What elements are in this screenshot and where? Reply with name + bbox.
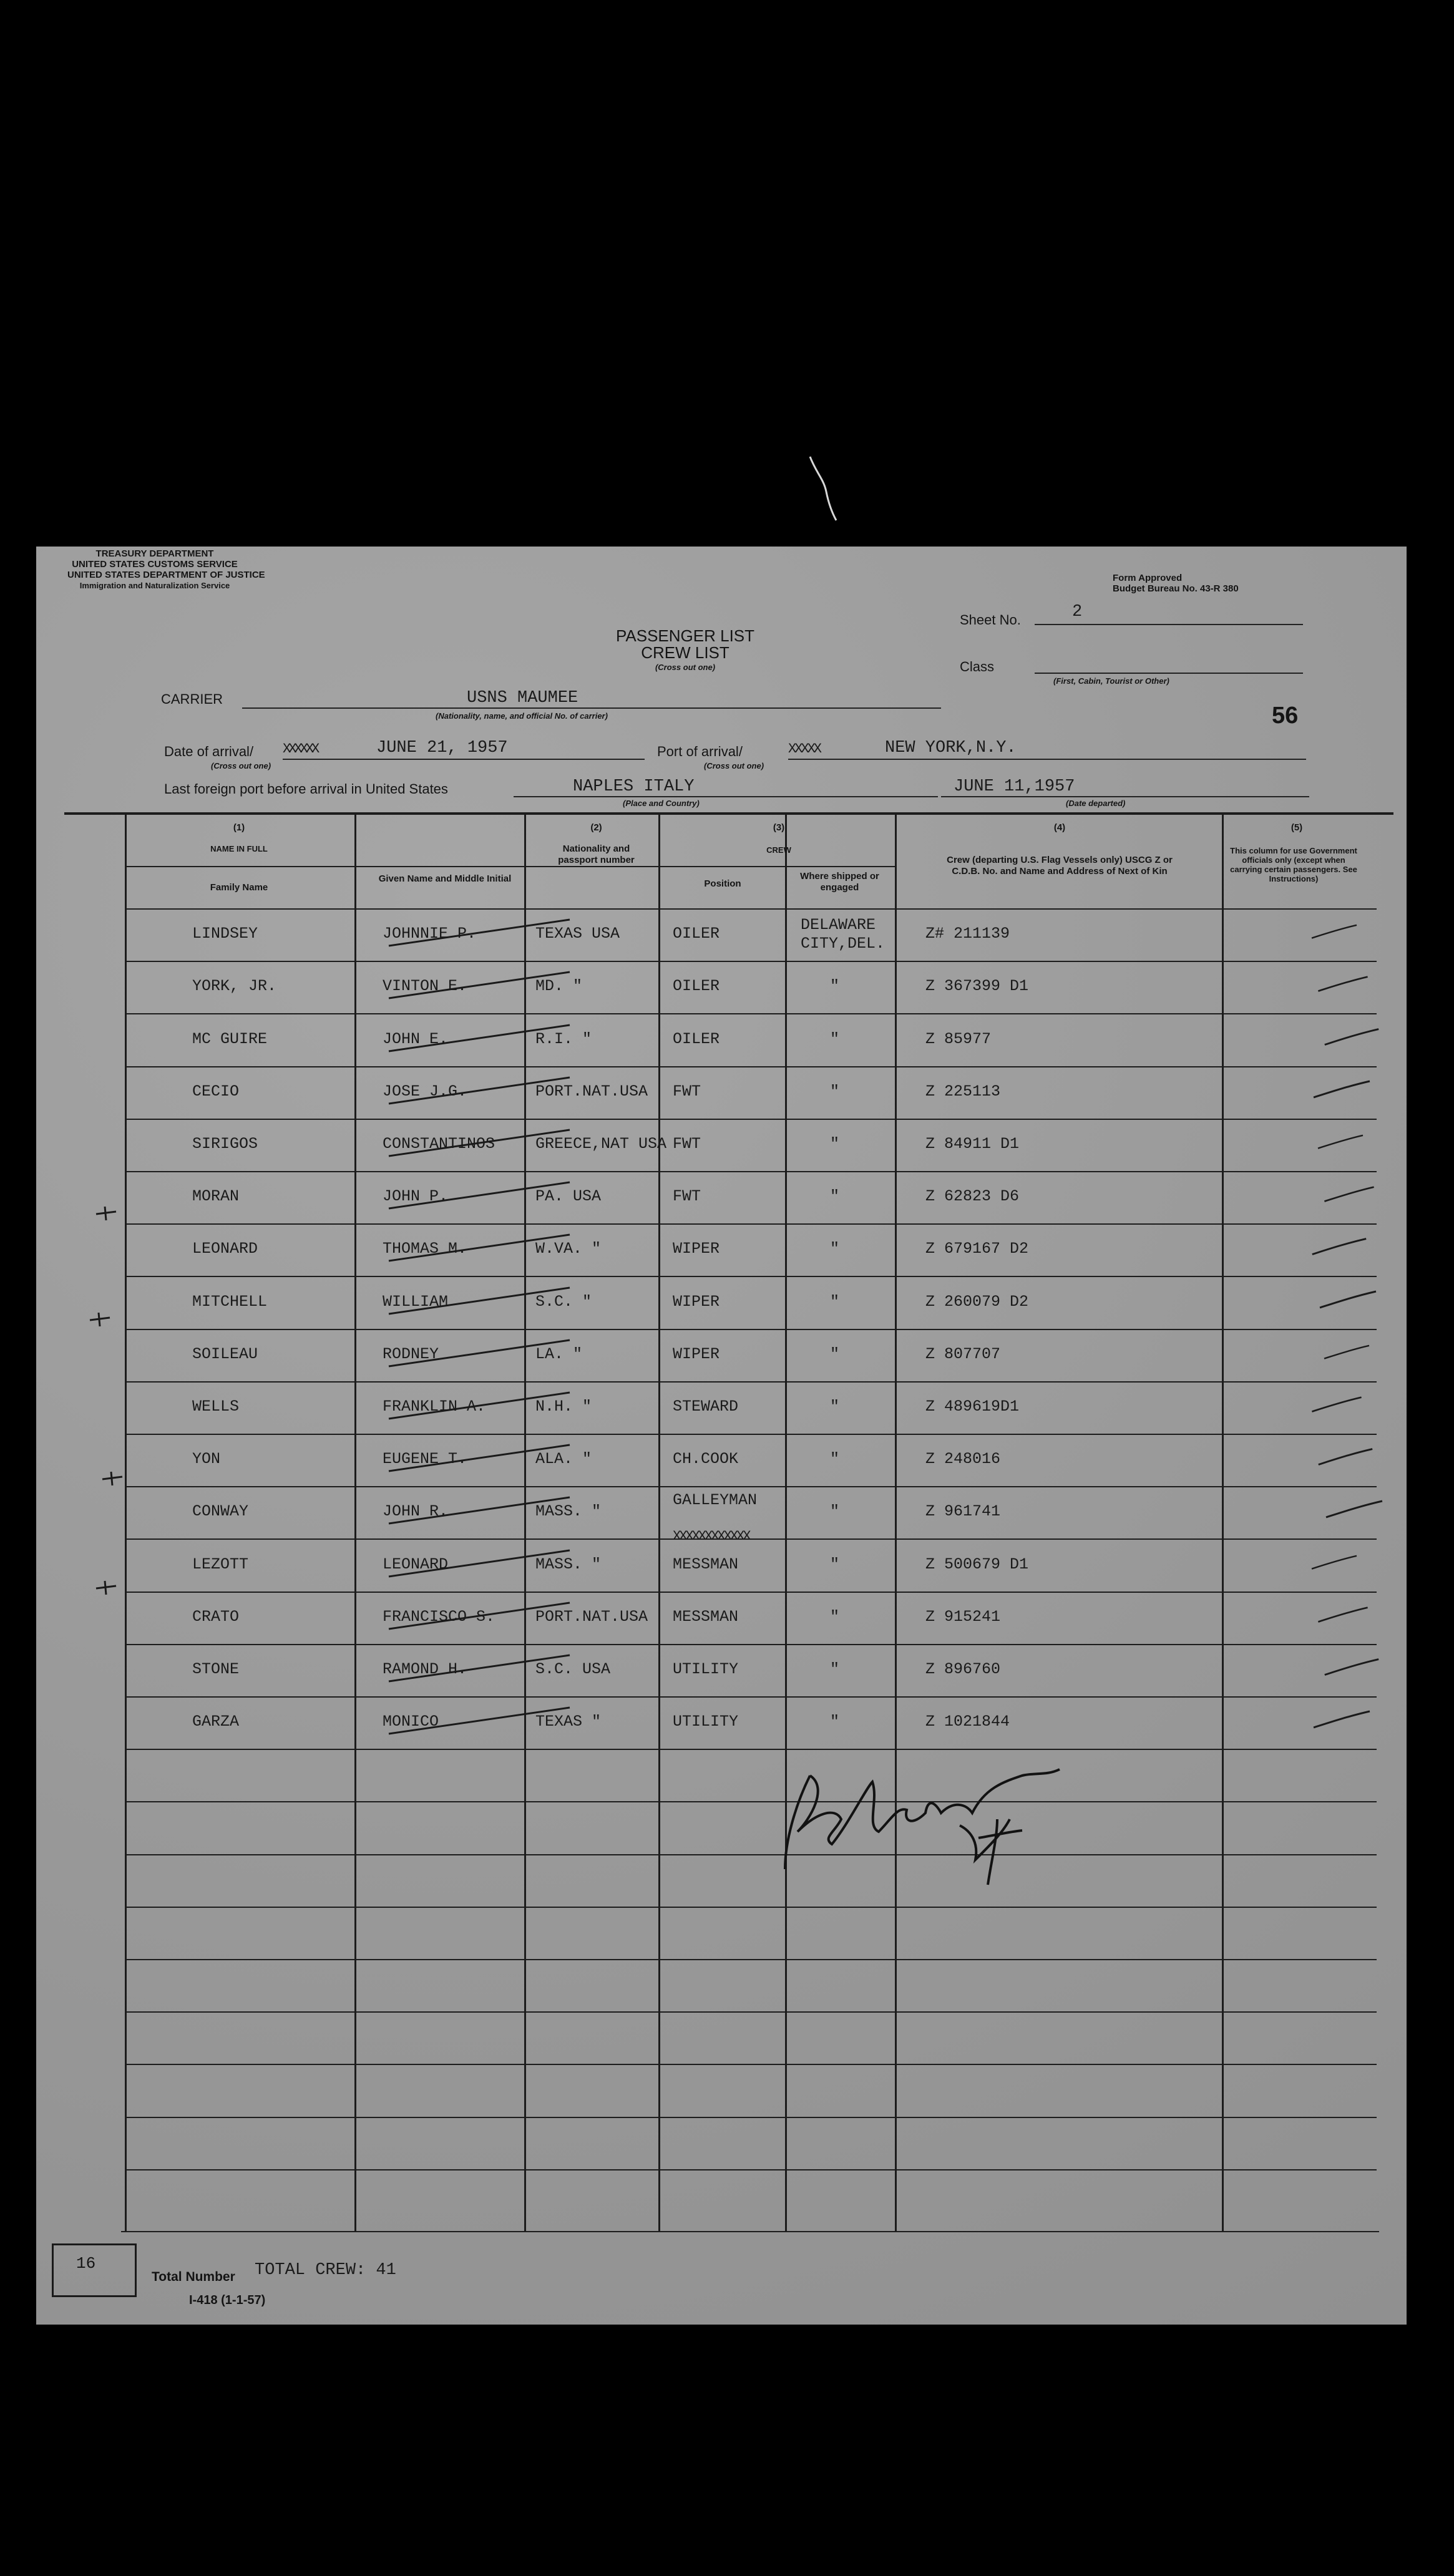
- table-row-rule: [125, 1644, 1377, 1645]
- margin-tick-mark: [100, 1469, 125, 1488]
- where-shipped-cell: DELAWARE CITY,DEL.: [801, 916, 886, 953]
- given-name-cell: FRANCISCO S.: [383, 1608, 495, 1626]
- z-number-cell: Z 84911 D1: [925, 1135, 1020, 1153]
- col-given-name: Given Name and Middle Initial: [378, 873, 512, 884]
- where-shipped-cell: ": [830, 1240, 840, 1258]
- given-name-cell: WILLIAM: [383, 1293, 449, 1311]
- title-passenger-list: PASSENGER LIST: [615, 626, 755, 645]
- date-hint: (Cross out one): [211, 761, 271, 770]
- name-strike-line: [386, 967, 573, 1004]
- col3-title: CREW: [766, 845, 791, 855]
- stamped-number: 56: [1272, 702, 1299, 729]
- nationality-cell: MASS. ": [535, 1502, 602, 1520]
- family-name-cell: CONWAY: [192, 1502, 249, 1520]
- page-number: 16: [76, 2254, 96, 2273]
- family-name-cell: MORAN: [192, 1187, 240, 1205]
- dept-line: UNITED STATES DEPARTMENT OF JUSTICE: [67, 570, 265, 580]
- position-cell: UTILITY: [673, 1660, 739, 1678]
- family-name-cell: SIRIGOS: [192, 1135, 258, 1153]
- total-number-label: Total Number: [152, 2270, 235, 2284]
- table-row-rule: [125, 1013, 1377, 1014]
- col2-title: Nationality and passport number: [558, 843, 635, 865]
- struck-steward-text: XXXXXXXXXXXX: [673, 1529, 749, 1544]
- given-name-cell: RODNEY: [383, 1345, 439, 1363]
- given-name-cell: JOHN E.: [383, 1030, 449, 1048]
- name-strike-line: [386, 1072, 573, 1110]
- given-name-cell: CONSTANTINOS: [383, 1135, 495, 1153]
- where-shipped-cell: ": [830, 1450, 840, 1468]
- nationality-cell: N.H. ": [535, 1397, 592, 1416]
- where-shipped-cell: ": [830, 1555, 840, 1573]
- where-shipped-cell: ": [830, 1293, 840, 1311]
- where-shipped-cell: ": [830, 1187, 840, 1205]
- col1-number: (1): [233, 822, 245, 833]
- family-name-cell: MC GUIRE: [192, 1030, 268, 1048]
- table-row-rule: [125, 1538, 1377, 1540]
- review-check-mark: [1309, 1392, 1364, 1417]
- given-name-cell: JOHN R.: [383, 1502, 449, 1520]
- date-departed-value: JUNE 11,1957: [954, 777, 1075, 796]
- dept-line: TREASURY DEPARTMENT: [95, 548, 214, 559]
- review-check-mark: [1315, 1445, 1375, 1470]
- form-number: I-418 (1-1-57): [189, 2293, 266, 2307]
- where-shipped-cell: ": [830, 1135, 840, 1153]
- table-vertical-rule: [658, 815, 660, 2231]
- date-departed-hint: (Date departed): [1066, 799, 1126, 808]
- given-name-cell: FRANKLIN A.: [383, 1397, 486, 1416]
- z-number-cell: Z 915241: [925, 1608, 1001, 1626]
- date-arrival-value: JUNE 21, 1957: [376, 739, 508, 757]
- where-shipped-cell: ": [830, 1608, 840, 1626]
- table-vertical-rule: [1222, 815, 1224, 2231]
- z-number-cell: Z 260079 D2: [925, 1293, 1029, 1311]
- name-strike-line: [386, 1283, 573, 1320]
- position-cell: OILER: [673, 1030, 720, 1048]
- review-check-mark: [1322, 1340, 1372, 1365]
- z-number-cell: Z 62823 D6: [925, 1187, 1020, 1205]
- table-header-rule: [125, 866, 658, 867]
- form-title: [579, 626, 791, 672]
- col1-title: NAME IN FULL: [210, 844, 268, 853]
- given-name-cell: RAMOND H.: [383, 1660, 467, 1678]
- position-cell: FWT: [673, 1135, 701, 1153]
- name-strike-line: [386, 1703, 573, 1740]
- review-check-mark: [1315, 972, 1370, 997]
- class-hint: (First, Cabin, Tourist or Other): [1053, 676, 1169, 686]
- review-check-mark: [1322, 1655, 1382, 1680]
- table-row-rule: [125, 1749, 1377, 1750]
- nationality-cell: LA. ": [535, 1345, 583, 1363]
- family-name-cell: YON: [192, 1450, 221, 1468]
- position-cell: WIPER: [673, 1345, 720, 1363]
- nationality-cell: TEXAS ": [535, 1713, 602, 1731]
- nationality-cell: PORT.NAT.USA: [535, 1608, 648, 1626]
- col-where-shipped: Where shipped or engaged: [800, 871, 879, 893]
- class-label: Class: [960, 659, 995, 674]
- col2-number: (2): [590, 822, 602, 833]
- name-strike-line: [386, 1335, 573, 1373]
- review-check-mark: [1322, 1182, 1377, 1207]
- table-row-rule: [125, 1696, 1377, 1698]
- name-strike-line: [386, 1440, 573, 1477]
- position-cell: OILER: [673, 925, 720, 943]
- given-name-cell: JOHN P.: [383, 1187, 449, 1205]
- review-check-mark: [1309, 1235, 1369, 1260]
- position-cell: FWT: [673, 1187, 701, 1205]
- sheet-label: Sheet No.: [960, 612, 1021, 628]
- given-name-cell: LEONARD: [383, 1555, 449, 1573]
- port-arrival-value: NEW YORK,N.Y.: [885, 739, 1017, 757]
- table-row-rule: [125, 1486, 1377, 1487]
- crew-list-form: [36, 547, 1407, 2325]
- position-cell: GALLEYMAN: [673, 1491, 758, 1509]
- table-row-rule: [125, 1171, 1377, 1172]
- date-struck: XXXXXX: [283, 741, 318, 757]
- name-strike-line: [386, 915, 573, 952]
- z-number-cell: Z 500679 D1: [925, 1555, 1029, 1573]
- table-row-rule: [125, 961, 1377, 962]
- family-name-cell: MITCHELL: [192, 1293, 268, 1311]
- name-strike-line: [386, 1125, 573, 1162]
- table-row-rule: [125, 2011, 1377, 2013]
- table-row-rule: [125, 1592, 1377, 1593]
- nationality-cell: R.I. ": [535, 1030, 592, 1048]
- name-strike-line: [386, 1177, 573, 1215]
- name-strike-line: [386, 1492, 573, 1530]
- where-shipped-cell: ": [830, 1030, 840, 1048]
- table-row-rule: [125, 1434, 1377, 1435]
- col5-number: (5): [1291, 822, 1303, 833]
- where-shipped-cell: ": [830, 1397, 840, 1416]
- given-name-cell: EUGENE T.: [383, 1450, 467, 1468]
- given-name-cell: THOMAS M.: [383, 1240, 467, 1258]
- family-name-cell: CECIO: [192, 1082, 240, 1101]
- review-check-mark: [1315, 1603, 1370, 1628]
- review-check-mark: [1309, 920, 1359, 945]
- carrier-label: CARRIER: [161, 691, 223, 707]
- page-number-box: [52, 2243, 137, 2297]
- name-strike-line: [386, 1650, 573, 1688]
- sheet-number: 2: [1072, 603, 1083, 621]
- review-check-mark: [1315, 1130, 1365, 1155]
- name-strike-line: [386, 1020, 573, 1057]
- position-cell: OILER: [673, 977, 720, 995]
- port-arrival-label: Port of arrival/: [657, 744, 743, 759]
- date-arrival-label: Date of arrival/: [164, 744, 254, 759]
- nationality-cell: MD. ": [535, 977, 583, 995]
- position-cell: WIPER: [673, 1293, 720, 1311]
- table-row-rule: [125, 1854, 1377, 1855]
- inspector-signature: [773, 1751, 1097, 1888]
- port-struck: XXXXX: [788, 741, 821, 757]
- table-row-rule: [125, 2169, 1377, 2170]
- given-name-cell: JOHNNIE P.: [383, 925, 477, 943]
- last-port-value: NAPLES ITALY: [573, 777, 695, 796]
- z-number-cell: Z 248016: [925, 1450, 1001, 1468]
- z-number-cell: Z 1021844: [925, 1713, 1010, 1731]
- col-position: Position: [704, 878, 741, 889]
- table-header-rule: [125, 908, 1377, 910]
- position-cell: CH.COOK: [673, 1450, 739, 1468]
- nationality-cell: TEXAS USA: [535, 925, 620, 943]
- table-vertical-rule: [785, 815, 787, 2231]
- family-name-cell: GARZA: [192, 1713, 240, 1731]
- z-number-cell: Z 961741: [925, 1502, 1001, 1520]
- position-cell: FWT: [673, 1082, 701, 1101]
- col4-title: Crew (departing U.S. Flag Vessels only) USCG Z or C.D.B. No. and Name and Address of Next of Kin: [947, 855, 1173, 877]
- where-shipped-cell: ": [830, 1082, 840, 1101]
- z-number-cell: Z 679167 D2: [925, 1240, 1029, 1258]
- table-vertical-rule: [354, 815, 356, 2231]
- family-name-cell: LEZOTT: [192, 1555, 249, 1573]
- review-check-mark: [1322, 1497, 1387, 1522]
- family-name-cell: SOILEAU: [192, 1345, 258, 1363]
- table-vertical-rule: [895, 815, 897, 2231]
- table-row-rule: [125, 1223, 1377, 1225]
- col5-title: This column for use Government officials only (except when carrying certain passengers. See Instructions): [1230, 846, 1357, 883]
- z-number-cell: Z 225113: [925, 1082, 1001, 1101]
- position-cell: MESSMAN: [673, 1608, 739, 1626]
- nationality-cell: PORT.NAT.USA: [535, 1082, 648, 1101]
- nationality-cell: GREECE,NAT USA: [535, 1135, 667, 1153]
- table-row-rule: [125, 1959, 1377, 1960]
- table-row-rule: [125, 1907, 1377, 1908]
- dept-line: Immigration and Naturalization Service: [79, 581, 230, 590]
- family-name-cell: WELLS: [192, 1397, 240, 1416]
- margin-tick-mark: [94, 1578, 119, 1597]
- last-port-hint: (Place and Country): [623, 799, 700, 808]
- z-number-cell: Z 896760: [925, 1660, 1001, 1678]
- name-strike-line: [386, 1598, 573, 1635]
- family-name-cell: YORK, JR.: [192, 977, 277, 995]
- carrier-hint: (Nationality, name, and official No. of carrier): [436, 711, 608, 721]
- dept-line: UNITED STATES CUSTOMS SERVICE: [72, 559, 238, 570]
- nationality-cell: S.C. USA: [535, 1660, 611, 1678]
- family-name-cell: LEONARD: [192, 1240, 258, 1258]
- department-block: [67, 548, 265, 591]
- nationality-cell: MASS. ": [535, 1555, 602, 1573]
- table-row-rule: [125, 1329, 1377, 1330]
- table-header-rule: [658, 866, 895, 867]
- form-approved: Form Approved Budget Bureau No. 43-R 380: [1113, 573, 1239, 594]
- position-cell: WIPER: [673, 1240, 720, 1258]
- table-bottom-rule: [121, 2231, 1379, 2232]
- title-crew-list: CREW LIST: [641, 643, 729, 662]
- table-row-rule: [125, 1381, 1377, 1383]
- z-number-cell: Z 807707: [925, 1345, 1001, 1363]
- table-row-rule: [125, 1801, 1377, 1802]
- carrier-value: USNS MAUMEE: [467, 689, 578, 707]
- review-check-mark: [1322, 1025, 1382, 1050]
- margin-tick-mark: [94, 1204, 119, 1223]
- position-cell: UTILITY: [673, 1713, 739, 1731]
- given-name-cell: MONICO: [383, 1713, 439, 1731]
- z-number-cell: Z 367399 D1: [925, 977, 1029, 995]
- review-check-mark: [1309, 1077, 1374, 1102]
- where-shipped-cell: ": [830, 1502, 840, 1520]
- total-crew-value: TOTAL CREW: 41: [255, 2261, 396, 2280]
- position-cell: STEWARD: [673, 1397, 739, 1416]
- col-family-name: Family Name: [210, 882, 268, 893]
- name-strike-line: [386, 1230, 573, 1267]
- col4-number: (4): [1053, 822, 1066, 833]
- family-name-cell: LINDSEY: [192, 925, 258, 943]
- where-shipped-cell: ": [830, 977, 840, 995]
- nationality-cell: PA. USA: [535, 1187, 602, 1205]
- table-row-rule: [125, 2064, 1377, 2065]
- review-check-mark: [1315, 1288, 1380, 1313]
- review-check-mark: [1309, 1708, 1374, 1733]
- family-name-cell: CRATO: [192, 1608, 240, 1626]
- nationality-cell: ALA. ": [535, 1450, 592, 1468]
- where-shipped-cell: ": [830, 1713, 840, 1731]
- name-strike-line: [386, 1545, 573, 1583]
- review-check-mark: [1309, 1550, 1359, 1575]
- where-shipped-cell: ": [830, 1660, 840, 1678]
- where-shipped-cell: ": [830, 1345, 840, 1363]
- position-cell: MESSMAN: [673, 1555, 739, 1573]
- z-number-cell: Z 489619D1: [925, 1397, 1020, 1416]
- table-row-rule: [125, 2117, 1377, 2118]
- port-hint: (Cross out one): [704, 761, 764, 770]
- col3-number: (3): [773, 822, 785, 833]
- nationality-cell: S.C. ": [535, 1293, 592, 1311]
- table-vertical-rule: [125, 815, 127, 2231]
- name-strike-line: [386, 1388, 573, 1425]
- table-row-rule: [125, 1276, 1377, 1277]
- z-number-cell: Z# 211139: [925, 925, 1010, 943]
- given-name-cell: JOSE J.G.: [383, 1082, 467, 1101]
- margin-tick-mark: [87, 1310, 112, 1329]
- given-name-cell: VINTON E.: [383, 977, 467, 995]
- table-row-rule: [125, 1066, 1377, 1067]
- family-name-cell: STONE: [192, 1660, 240, 1678]
- table-row-rule: [125, 1119, 1377, 1120]
- nationality-cell: W.VA. ": [535, 1240, 602, 1258]
- cross-out-hint: (Cross out one): [655, 663, 716, 672]
- film-scratch: [805, 454, 842, 523]
- z-number-cell: Z 85977: [925, 1030, 992, 1048]
- last-port-label: Last foreign port before arrival in United States: [164, 781, 448, 797]
